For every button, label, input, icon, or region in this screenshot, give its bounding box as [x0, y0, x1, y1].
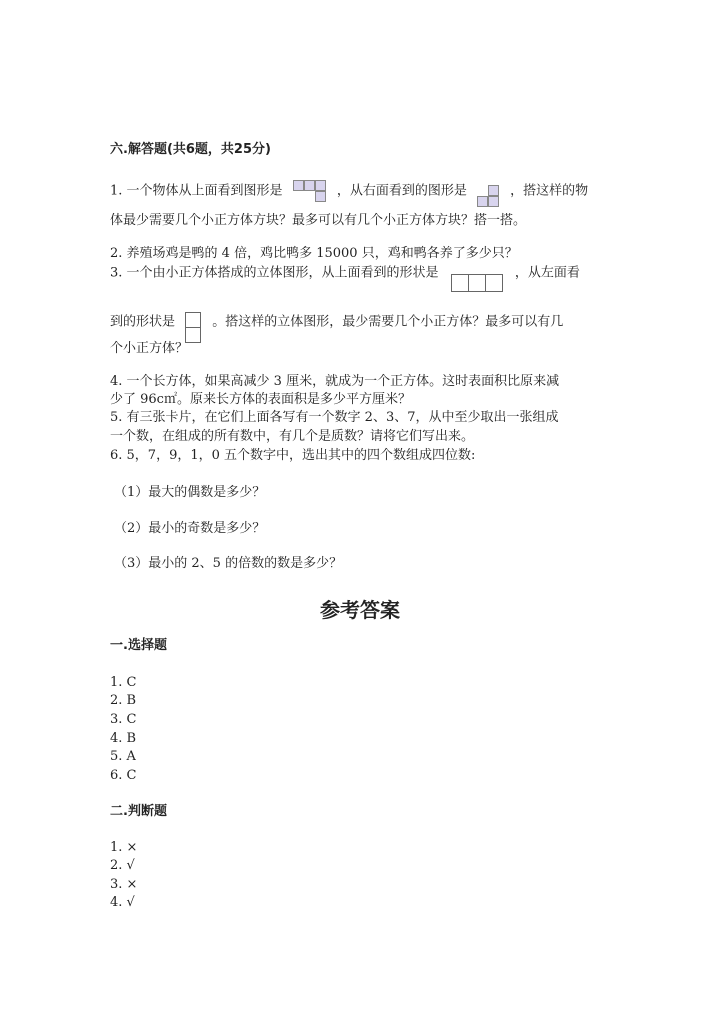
question-3: [110, 264, 580, 283]
answers-section-2-heading: 二.判断题: [110, 804, 167, 819]
question-1: [110, 178, 588, 204]
answer-item: 3. C: [110, 712, 137, 727]
q1-text: 1. 一个物体从上面看到图形是: [110, 183, 283, 199]
answer-item: 4. B: [110, 731, 137, 746]
right-view-figure: [477, 182, 500, 208]
question-6: 6. 5，7，9，1，0 五个数字中，选出其中的四个数组成四位数:: [110, 448, 476, 463]
question-6-part-3: （3）最小的 2、5 的倍数的数是多少？: [114, 556, 343, 571]
answer-item: 1. C: [110, 675, 137, 690]
top-view-figure: [451, 274, 503, 292]
question-5: 5. 有三张卡片，在它们上面各写有一个数字 2、3、7，从中至少取出一张组成: [110, 410, 559, 425]
q3-text: 。搭这样的立体图形，最少需要几个小正方体？最多可以有几: [212, 314, 564, 330]
q3-text: ，从左面看: [514, 265, 580, 281]
top-view-figure: [293, 180, 327, 202]
answer-item: 4. √: [110, 895, 135, 910]
question-6-part-2: （2）最小的奇数是多少？: [114, 521, 266, 536]
q1-text: 体最少需要几个小正方体方块？最多可以有几个小正方体方块？搭一搭。: [110, 213, 527, 228]
answer-item: 2. B: [110, 693, 137, 708]
question-6-part-1: （1）最大的偶数是多少？: [114, 485, 266, 500]
question-3-cont: [110, 306, 563, 338]
answer-item: 6. C: [110, 768, 137, 783]
question-4-cont: 少了 96c㎡。原来长方体的表面积是多少平方厘米？: [110, 392, 411, 407]
answers-section-1-heading: 一.选择题: [110, 638, 167, 653]
answer-item: 2. √: [110, 858, 135, 873]
q3-text: 个小正方体？: [110, 341, 189, 356]
q1-text: ，从右面看到的图形是: [336, 183, 467, 199]
q3-text: 到的形状是: [110, 314, 176, 330]
answer-item: 1. ×: [110, 840, 138, 855]
question-5-cont: 一个数，在组成的所有数中，有几个是质数？请将它们写出来。: [110, 429, 475, 444]
answer-item: 3. ×: [110, 877, 138, 892]
q3-text: 3. 一个由小正方体搭成的立体图形，从上面看到的形状是: [110, 265, 439, 281]
question-4: 4. 一个长方体，如果高减少 3 厘米，就成为一个正方体。这时表面积比原来减: [110, 374, 560, 389]
question-2: 2. 养殖场鸡是鸭的 4 倍，鸡比鸭多 15000 只，鸡和鸭各养了多少只？: [110, 246, 518, 261]
q1-text: ，搭这样的物: [510, 183, 589, 199]
answer-item: 5. A: [110, 749, 136, 764]
answers-title: 参考答案: [320, 598, 400, 622]
section-heading: 六.解答题(共6题，共25分): [110, 142, 271, 157]
